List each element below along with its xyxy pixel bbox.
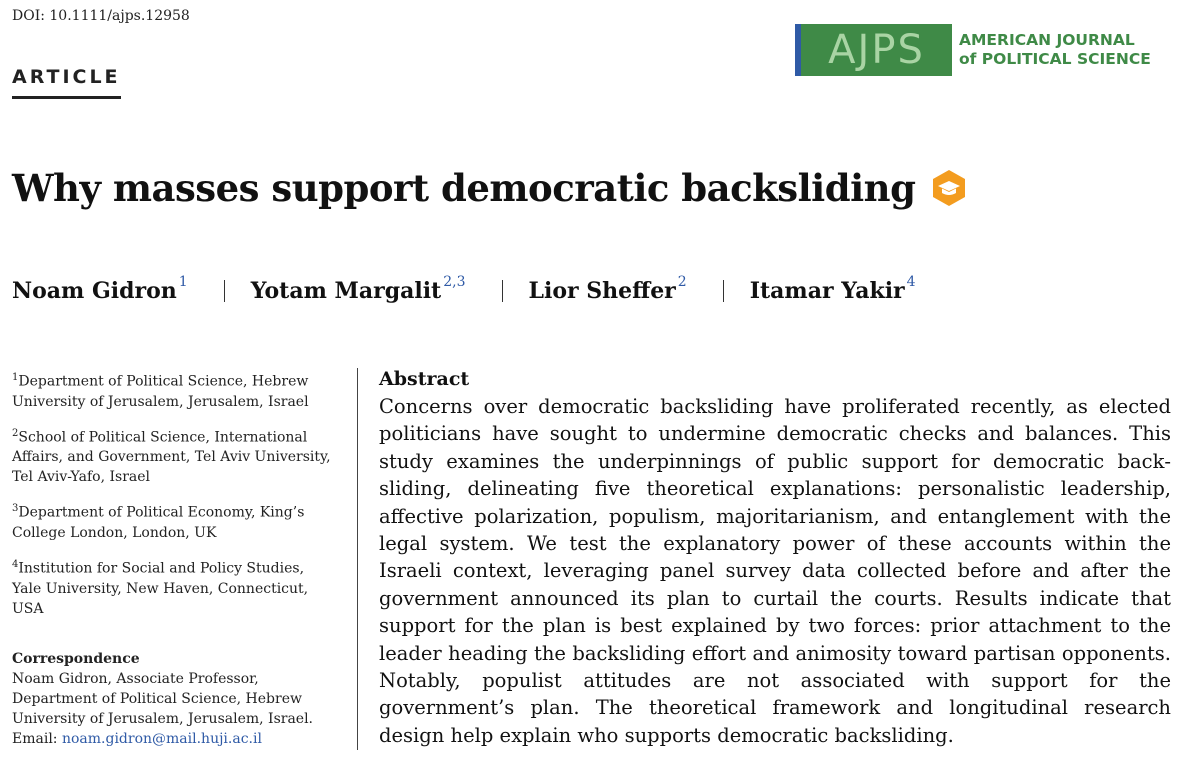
correspondence [12,649,332,749]
affiliation-text: School of Political Science, International Affairs, and Government, Tel Aviv University, Tel Aviv-Yafo, Israel [12,429,331,486]
author-name: Lior Sheffer [528,278,676,304]
graduation-cap-icon[interactable] [931,169,967,207]
correspondence-line: Noam Gidron, Associate Professor, [12,670,259,687]
author-name: Yotam Margalit [250,278,442,304]
correspondence-heading: Correspondence [12,650,140,667]
affiliation-number: 2 [12,427,19,439]
email-link[interactable]: noam.gidron@mail.huji.ac.il [61,730,262,747]
abstract-heading: Abstract [379,368,470,390]
author-name: Noam Gidron [12,278,177,304]
affiliation [12,368,332,412]
affiliation [12,499,332,543]
author-affil-ref[interactable]: 1 [178,274,188,290]
affiliation [12,555,332,619]
affiliation-number: 4 [12,558,19,570]
author-list [12,274,916,304]
email-label: Email: [12,730,62,747]
author-separator [502,280,503,302]
author-separator [723,280,724,302]
abstract-text: Concerns over democratic backsliding have proliferated recently, as elected politicians have sought to undermine democratic checks and balances. This study examines the underpinnings of public support for democratic backsliding, delineating five theoretical explanations: personalistic leadership, affective polarization, populism, majoritarianism, and entanglement with the legal system. We test the explanatory power of these accounts within the Israeli context, leveraging panel survey data collected before and after the government announced its plan to curtail the courts. Results indicate that support for the plan is best explained by two forces: prior attachment to the leader heading the backsliding effort and animosity toward partisan opponents. Notably, populist attitudes are not associated with support for the government’s plan. The theoretical framework and longitudinal research design help explain who supports democratic backsliding. [379,395,1171,747]
author-affil-ref[interactable]: 2,3 [443,274,466,290]
author[interactable] [528,274,687,304]
correspondence-line: University of Jerusalem, Jerusalem, Israel. [12,710,314,727]
affiliation-text: Institution for Social and Policy Studies, Yale University, New Haven, Connecticut, USA [12,560,309,617]
logo-text: AJPS [828,27,925,73]
affiliation [12,424,332,488]
author-affil-ref[interactable]: 2 [677,274,687,290]
affiliation-text: Department of Political Economy, King’s College London, London, UK [12,504,305,541]
correspondence-line: Department of Political Science, Hebrew [12,690,302,707]
journal-name [959,31,1151,69]
doi: DOI: 10.1111/ajps.12958 [12,8,190,24]
title-row [12,166,967,210]
affiliation-text: Department of Political Science, Hebrew University of Jerusalem, Jerusalem, Israel [12,373,309,410]
author-affil-ref[interactable]: 4 [906,274,916,290]
affiliation-number: 3 [12,503,19,515]
abstract [379,367,1171,749]
affiliations [12,368,332,749]
journal-name-line1: AMERICAN JOURNAL [959,31,1135,49]
author-name: Itamar Yakir [749,278,905,304]
author[interactable] [12,274,188,304]
journal-logo[interactable] [795,24,1151,76]
correspondence-email-line [12,729,332,749]
affiliation-number: 1 [12,372,19,383]
author-separator [224,280,225,302]
section-label: ARTICLE [12,66,121,99]
author[interactable] [250,274,466,304]
article-title: Why masses support democratic backsliding [12,166,916,210]
journal-name-line2: of POLITICAL SCIENCE [959,50,1151,68]
logo-box [795,24,952,76]
author[interactable] [749,274,916,304]
column-divider [357,368,358,750]
